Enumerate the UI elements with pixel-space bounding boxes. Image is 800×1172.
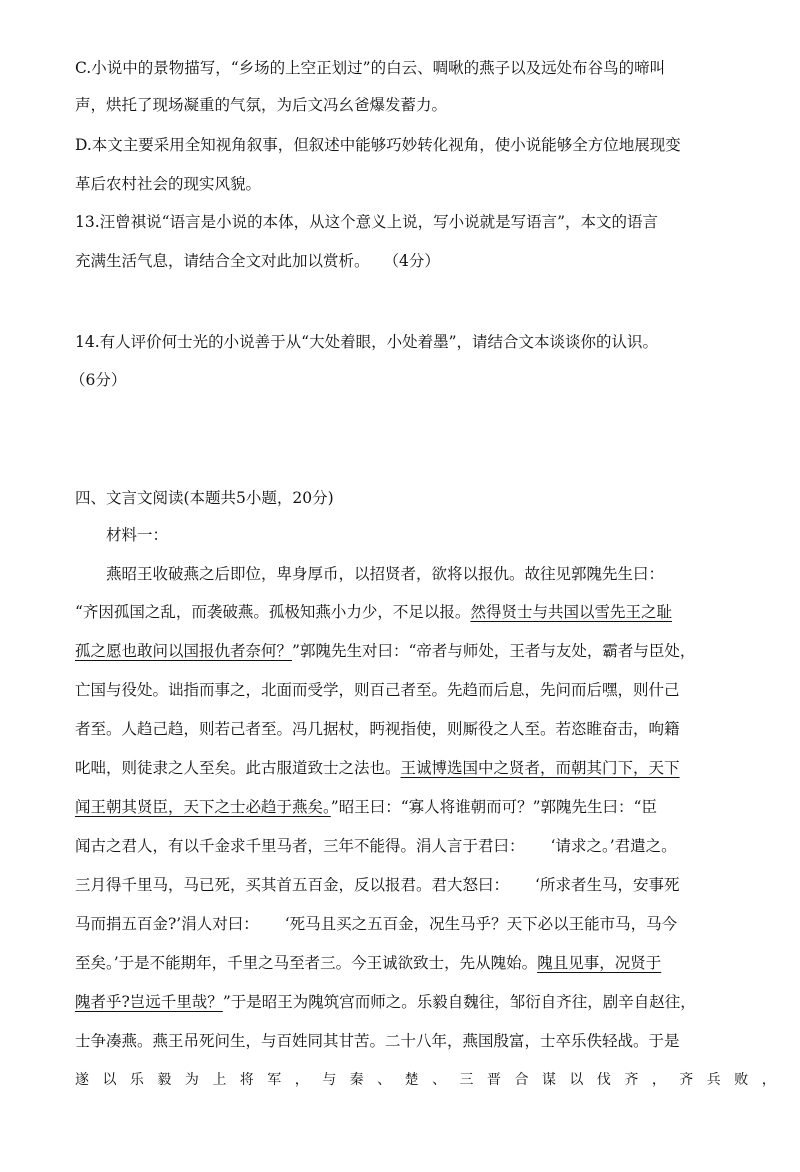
q13-text: 充满生活气息，请结合全文对此加以赏析。 bbox=[75, 252, 370, 270]
passage-text: ”于是昭王为隗筑宫而师之。乐毅自魏往，邹衍自齐往，剧辛自赵往， bbox=[222, 993, 696, 1011]
passage-line-4: 亡国与役处。诎指而事之，北面而受学，则百己者至。先趋而后息，先问而后嘿，则什己 bbox=[75, 681, 680, 699]
underlined-translation-sentence-2-cont: 闻王朝其贤臣，天下之士必趋于燕矣。 bbox=[75, 798, 331, 816]
passage-line-13: 士争凑燕。燕王吊死问生，与百姓同其甘苦。二十八年，燕国殷富，士卒乐佚轻战。于是 bbox=[75, 1032, 680, 1050]
q12-option-d-line-2: 革后农村社会的现实风貌。 bbox=[75, 175, 262, 193]
passage-text: 闻古之君人，有以千金求千里马者，三年不能得。涓人言于君曰： bbox=[75, 837, 525, 855]
passage-text: “齐因孤国之乱，而袭破燕。孤极知燕小力少，不足以报。 bbox=[75, 603, 471, 621]
passage-line-11 bbox=[75, 952, 760, 974]
passage-text: 马而捐五百金?’涓人对曰： bbox=[75, 915, 259, 933]
underlined-translation-sentence-2: 王诚博选国中之贤者，而朝其门下，天下 bbox=[400, 759, 680, 777]
passage-line-1: 燕昭王收破燕之后即位，卑身厚币，以招贤者，欲将以报仇。故往见郭隗先生曰： bbox=[106, 565, 665, 583]
underlined-translation-sentence-3: 隗且见事，况贤于 bbox=[537, 954, 662, 972]
passage-line-5: 者至。人趋己趋，则若己者至。冯几据杖，眄视指使，则厮役之人至。若恣睢奋击，呴籍 bbox=[75, 720, 680, 738]
passage-line-2 bbox=[75, 601, 760, 623]
q13-points: （4分） bbox=[383, 252, 440, 270]
section-4-heading: 四、文言文阅读(本题共5小题，20分) bbox=[75, 489, 334, 507]
q13-line-1: 13.汪曾祺说“语言是小说的本体，从这个意义上说，写小说就是写语言”，本文的语言 bbox=[75, 213, 659, 231]
passage-text: ”郭隗先生对曰：“帝者与师处，王者与友处，霸者与臣处， bbox=[292, 642, 696, 660]
passage-line-12 bbox=[75, 991, 760, 1013]
passage-text: 叱咄，则徒隶之人至矣。此古服道致士之法也。 bbox=[75, 759, 401, 777]
q12-option-c-line-1: C.小说中的景物描写，“乡场的上空正划过”的白云、啁啾的燕子以及远处布谷鸟的啼叫 bbox=[75, 59, 666, 77]
passage-line-7 bbox=[75, 796, 760, 818]
underlined-translation-sentence-1-cont: 孤之愿也敢问以国报仇者奈何？ bbox=[75, 642, 293, 660]
underlined-translation-sentence-3-cont: 隗者乎?岂远千里哉？ bbox=[75, 993, 223, 1011]
passage-text: 至矣。’于是不能期年，千里之马至者三。今王诚欲致士，先从隗始。 bbox=[75, 954, 538, 972]
q12-option-c-line-2: 声，烘托了现场凝重的气氛，为后文冯幺爸爆发蓄力。 bbox=[75, 96, 448, 114]
passage-line-9 bbox=[75, 874, 760, 896]
q14-points: （6分） bbox=[70, 371, 127, 389]
passage-line-10 bbox=[75, 913, 760, 935]
passage-text: ”昭王曰：“寡人将谁朝而可？”郭隗先生曰：“臣 bbox=[330, 798, 657, 816]
underlined-translation-sentence-1: 然得贤士与共国以雪先王之耻 bbox=[470, 603, 672, 621]
passage-line-14: 遂以乐毅为上将军，与秦、楚、三晋合谋以伐齐，齐兵败， bbox=[75, 1072, 790, 1088]
passage-text: ‘所求者生马，安事死 bbox=[535, 876, 680, 894]
q14-line-1: 14.有人评价何士光的小说善于从“大处着眼，小处着墨”，请结合文本谈谈你的认识。 bbox=[75, 333, 659, 351]
passage-text: ‘请求之。’君遣之。 bbox=[550, 837, 677, 855]
passage-text: 三月得千里马，马已死，买其首五百金，反以报君。君大怒曰： bbox=[75, 876, 510, 894]
q12-option-d-line-1: D.本文主要采用全知视角叙事，但叙述中能够巧妙转化视角，使小说能够全方位地展现变 bbox=[75, 136, 681, 154]
passage-line-6 bbox=[75, 757, 760, 779]
passage-text: ‘死马且买之五百金，况生马乎？天下必以王能市马，马今 bbox=[284, 915, 678, 933]
passage-line-8 bbox=[75, 835, 760, 857]
q13-line-2 bbox=[75, 250, 760, 272]
material-one-label: 材料一： bbox=[106, 526, 169, 544]
passage-line-3 bbox=[75, 640, 760, 662]
